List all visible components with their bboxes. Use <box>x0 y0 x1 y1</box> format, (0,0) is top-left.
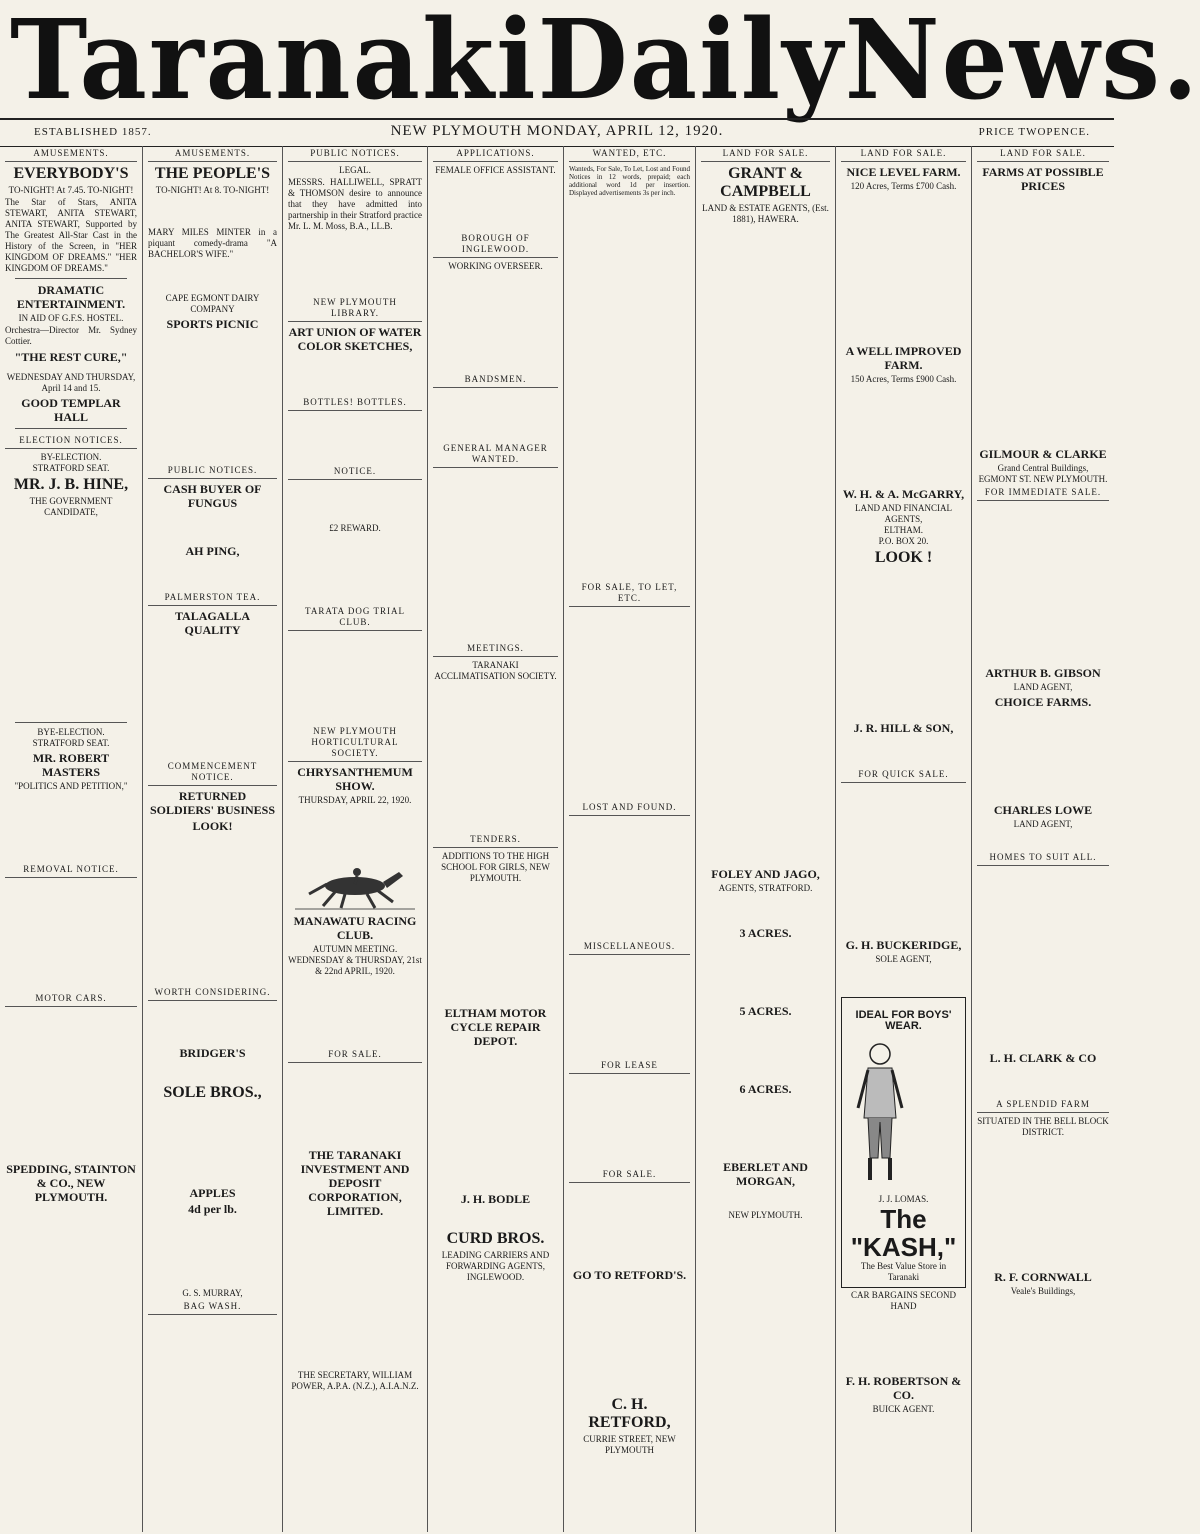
section-heading: ELECTION NOTICES. <box>5 433 137 449</box>
ad-title: SPEDDING, STAINTON & CO., NEW PLYMOUTH. <box>6 1162 136 1204</box>
section-heading: WORTH CONSIDERING. <box>148 985 277 1001</box>
place-date: NEW PLYMOUTH MONDAY, APRIL 12, 1920. <box>390 123 724 139</box>
ad-subline: LEGAL. <box>339 165 371 175</box>
ad-title: BRIDGER'S <box>179 1046 246 1060</box>
ad-subline: AUTUMN MEETING. <box>312 944 398 954</box>
ad-subline: "POLITICS AND PETITION," <box>14 781 128 791</box>
dateline <box>0 118 1114 147</box>
ad-title: GOOD TEMPLAR HALL <box>21 396 121 424</box>
ad-subline: LAND AGENT, <box>1013 682 1073 692</box>
ad-title: 3 ACRES. <box>739 926 792 940</box>
ad-subline: Veale's Buildings, <box>1010 1286 1076 1296</box>
ad-subline: STRATFORD SEAT. <box>32 463 110 473</box>
ad-subline: J. J. LOMAS. <box>878 1194 929 1204</box>
ad-title: THE PEOPLE'S <box>154 165 271 182</box>
ad-subline: BUICK AGENT. <box>872 1404 935 1414</box>
ad-subline: WORKING OVERSEER. <box>448 261 543 271</box>
section-heading: NOTICE. <box>288 464 422 480</box>
ad-subline: P.O. BOX 20. <box>878 536 929 546</box>
ad-subline: £2 REWARD. <box>329 523 381 533</box>
ad-subline: CAR BARGAINS SECOND HAND <box>850 1290 957 1311</box>
ad-title: G. H. BUCKERIDGE, <box>845 938 962 952</box>
ad-title: W. H. & A. McGARRY, <box>842 487 965 501</box>
section-heading: MISCELLANEOUS. <box>569 939 690 955</box>
ad-body: Wanteds, For Sale, To Let, Lost and Found Notices in 12 words, prepaid; each additional word 1d per insertion. Displayed advertisements 3s per inch. <box>569 165 690 197</box>
ad-title: ART UNION OF WATER COLOR SKETCHES, <box>288 325 422 353</box>
section-heading: BOROUGH OF INGLEWOOD. <box>433 231 558 258</box>
section-heading: COMMENCEMENT NOTICE. <box>148 759 277 786</box>
ad-subline: LEADING CARRIERS AND FORWARDING AGENTS, <box>441 1250 550 1271</box>
ad-subline: BY-ELECTION. <box>40 452 102 462</box>
section-heading: LAND FOR SALE. <box>841 146 966 162</box>
ad-title: SOLE BROS., <box>163 1084 262 1101</box>
ad-subline: THURSDAY, APRIL 22, 1920. <box>298 795 412 805</box>
section-heading: WANTED, ETC. <box>569 146 690 162</box>
ad-subline: TO-NIGHT! At 7.45. TO-NIGHT! <box>8 185 134 195</box>
section-heading: GENERAL MANAGER WANTED. <box>433 441 558 468</box>
ad-title: 5 ACRES. <box>739 1004 792 1018</box>
ad-title: The "KASH," <box>850 1204 957 1262</box>
ad-subline: WEDNESDAY & THURSDAY, 21st & 22nd APRIL, 1920. <box>288 955 422 976</box>
ad-subline: FEMALE OFFICE ASSISTANT. <box>435 165 556 175</box>
ad-body: MESSRS. HALLIWELL, SPRATT & THOMSON desire to announce that they have admitted into partnership in their Stratford practice Mr. L. M. Moss, B.A., LL.B. <box>288 177 422 231</box>
ad-subline: EGMONT ST. NEW PLYMOUTH. <box>978 474 1108 484</box>
section-heading: NEW PLYMOUTH LIBRARY. <box>288 295 422 322</box>
ad-title: IDEAL FOR BOYS' WEAR. <box>855 1009 952 1032</box>
ad-title: ELTHAM MOTOR CYCLE REPAIR DEPOT. <box>444 1006 547 1048</box>
column-2 <box>143 146 283 1532</box>
divider <box>15 428 127 429</box>
ad-title: GILMOUR & CLARKE <box>979 447 1107 461</box>
section-heading: PALMERSTON TEA. <box>148 590 277 606</box>
ad-subline: THE SECRETARY, WILLIAM POWER, A.P.A. (N.Z.), A.I.A.N.Z. <box>291 1370 419 1391</box>
ad-title: LOOK! <box>192 819 233 833</box>
section-heading: BANDSMEN. <box>433 372 558 388</box>
ad-title: CHOICE FARMS. <box>994 695 1092 709</box>
boys-wear-ad <box>841 997 966 1288</box>
title-word-3: News. <box>844 0 1200 125</box>
column-1 <box>0 146 143 1532</box>
ad-title: FARMS AT POSSIBLE PRICES <box>982 165 1104 193</box>
divider <box>15 278 127 279</box>
ad-title: APPLES <box>189 1186 236 1200</box>
ad-subline: TARANAKI ACCLIMATISATION SOCIETY. <box>434 660 557 681</box>
columns <box>0 146 1114 1534</box>
ad-title: TALAGALLA QUALITY <box>174 609 251 637</box>
ad-title: GO TO RETFORD'S. <box>572 1268 687 1282</box>
section-heading: FOR IMMEDIATE SALE. <box>977 485 1109 501</box>
ad-title: J. H. BODLE <box>460 1192 531 1206</box>
section-heading: FOR SALE. <box>288 1047 422 1063</box>
ad-title: CURD BROS. <box>446 1230 545 1247</box>
ad-title: FOLEY AND JAGO, <box>711 867 820 881</box>
section-heading: FOR SALE. <box>569 1167 690 1183</box>
section-heading: TARATA DOG TRIAL CLUB. <box>288 604 422 631</box>
ad-subline: CAPE EGMONT DAIRY COMPANY <box>165 293 260 314</box>
ad-body: MARY MILES MINTER in a piquant comedy-drama "A BACHELOR'S WIFE." <box>148 227 277 259</box>
section-heading: HOMES TO SUIT ALL. <box>977 850 1109 866</box>
section-heading: REMOVAL NOTICE. <box>5 862 137 878</box>
ad-title: A WELL IMPROVED FARM. <box>845 344 962 372</box>
ad-title: "THE REST CURE," <box>14 350 128 364</box>
column-7 <box>836 146 972 1532</box>
ad-body: Orchestra—Director Mr. Sydney Cottier. <box>5 325 137 346</box>
boy-figure-illustration <box>850 1038 910 1188</box>
ad-title: THE TARANAKI INVESTMENT AND DEPOSIT CORPORATION, LIMITED. <box>300 1148 410 1218</box>
ad-title: LOOK ! <box>874 549 933 566</box>
ad-subline: STRATFORD SEAT. <box>32 738 110 748</box>
ad-title: MR. ROBERT MASTERS <box>32 751 110 779</box>
section-heading: FOR QUICK SALE. <box>841 767 966 783</box>
ad-title: F. H. ROBERTSON & CO. <box>845 1374 962 1402</box>
column-6 <box>696 146 836 1532</box>
ad-title: GRANT & CAMPBELL <box>720 165 811 200</box>
ad-subline: ADDITIONS TO THE HIGH SCHOOL FOR GIRLS, NEW PLYMOUTH. <box>441 851 550 883</box>
ad-subline: ELTHAM. <box>884 525 923 535</box>
ad-title: RETURNED SOLDIERS' BUSINESS <box>149 789 276 817</box>
section-heading: AMUSEMENTS. <box>148 146 277 162</box>
ad-title: 4d per lb. <box>188 1202 237 1216</box>
ad-body: The Star of Stars, ANITA STEWART, ANITA STEWART, ANITA STEWART, Supported by The Greatest All-Star Cast in the History of the Screen, in "HER KINGDOM OF DREAMS." "HER KINGDOM OF DREAMS." <box>5 197 137 273</box>
ad-subline: INGLEWOOD. <box>466 1272 525 1282</box>
price-text: PRICE TWOPENCE. <box>978 126 1090 138</box>
ad-subline: G. S. MURRAY, <box>182 1288 243 1298</box>
ad-subline: Grand Central Buildings, <box>997 463 1089 473</box>
ad-title: C. H. RETFORD, <box>588 1396 671 1431</box>
ad-title: ARTHUR B. GIBSON <box>985 666 1101 680</box>
racehorse-illustration <box>295 860 415 910</box>
ad-title: EVERYBODY'S <box>13 165 129 182</box>
section-heading: LOST AND FOUND. <box>569 800 690 816</box>
title-word-1: Taranaki <box>10 0 538 125</box>
section-heading: FOR SALE, TO LET, ETC. <box>569 580 690 607</box>
section-heading: PUBLIC NOTICES. <box>148 463 277 479</box>
column-8 <box>972 146 1114 1532</box>
ad-subline: WEDNESDAY AND THURSDAY, April 14 and 15. <box>6 372 136 393</box>
section-heading: NEW PLYMOUTH HORTICULTURAL SOCIETY. <box>288 724 422 762</box>
title-word-2: Daily <box>537 0 845 125</box>
ad-title: J. R. HILL & SON, <box>853 721 954 735</box>
established-text: ESTABLISHED 1857. <box>34 126 152 138</box>
ad-subline: THE GOVERNMENT CANDIDATE, <box>29 496 113 517</box>
ad-title: CHRYSANTHEMUM SHOW. <box>297 765 413 793</box>
section-heading: A SPLENDID FARM <box>977 1097 1109 1113</box>
ad-title: 6 ACRES. <box>739 1082 792 1096</box>
divider <box>15 722 127 723</box>
section-heading: MEETINGS. <box>433 641 558 657</box>
ad-subline: NEW PLYMOUTH. <box>728 1210 803 1220</box>
newspaper-title <box>10 0 1200 125</box>
section-heading: LAND FOR SALE. <box>701 146 830 162</box>
ad-title: CASH BUYER OF FUNGUS <box>163 482 262 510</box>
ad-title: L. H. CLARK & CO <box>989 1051 1097 1065</box>
section-heading: APPLICATIONS. <box>433 146 558 162</box>
section-heading: PUBLIC NOTICES. <box>288 146 422 162</box>
ad-title: SPORTS PICNIC <box>166 317 259 331</box>
column-4 <box>428 146 564 1532</box>
section-heading: MOTOR CARS. <box>5 991 137 1007</box>
ad-title: CHARLES LOWE <box>993 803 1093 817</box>
ad-subline: 150 Acres, Terms £900 Cash. <box>850 374 957 384</box>
ad-title: EBERLET AND MORGAN, <box>723 1160 808 1188</box>
ad-subline: SOLE AGENT, <box>875 954 932 964</box>
ad-subline: 120 Acres, Terms £700 Cash. <box>850 181 957 191</box>
column-5 <box>564 146 696 1532</box>
ad-title: NICE LEVEL FARM. <box>846 165 961 179</box>
ad-subline: IN AID OF G.F.S. HOSTEL. <box>18 313 124 323</box>
ad-subline: LAND AND FINANCIAL AGENTS, <box>855 503 952 524</box>
section-heading: AMUSEMENTS. <box>5 146 137 162</box>
section-heading: BOTTLES! BOTTLES. <box>288 395 422 411</box>
section-heading: LAND FOR SALE. <box>977 146 1109 162</box>
ad-subline: CURRIE STREET, NEW PLYMOUTH <box>583 1434 676 1455</box>
column-3 <box>283 146 428 1532</box>
ad-subline: BYE-ELECTION. <box>37 727 105 737</box>
ad-subline: The Best Value Store in Taranaki <box>860 1261 947 1282</box>
ad-subline: SITUATED IN THE BELL BLOCK DISTRICT. <box>977 1116 1109 1137</box>
ad-title: MR. J. B. HINE, <box>13 476 129 493</box>
ad-title: R. F. CORNWALL <box>994 1270 1092 1284</box>
section-heading: FOR LEASE <box>569 1058 690 1074</box>
masthead <box>0 0 1200 125</box>
section-heading: TENDERS. <box>433 832 558 848</box>
ad-subline: AGENTS, STRATFORD. <box>718 883 813 893</box>
section-heading: BAG WASH. <box>148 1299 277 1315</box>
ad-subline: LAND AGENT, <box>1013 819 1073 829</box>
ad-title: MANAWATU RACING CLUB. <box>293 914 417 942</box>
ad-subline: TO-NIGHT! At 8. TO-NIGHT! <box>155 185 270 195</box>
ad-subline: LAND & ESTATE AGENTS, (Est. 1881), HAWERA. <box>702 203 829 224</box>
ad-title: AH PING, <box>185 544 240 558</box>
ad-title: DRAMATIC ENTERTAINMENT. <box>16 283 126 311</box>
